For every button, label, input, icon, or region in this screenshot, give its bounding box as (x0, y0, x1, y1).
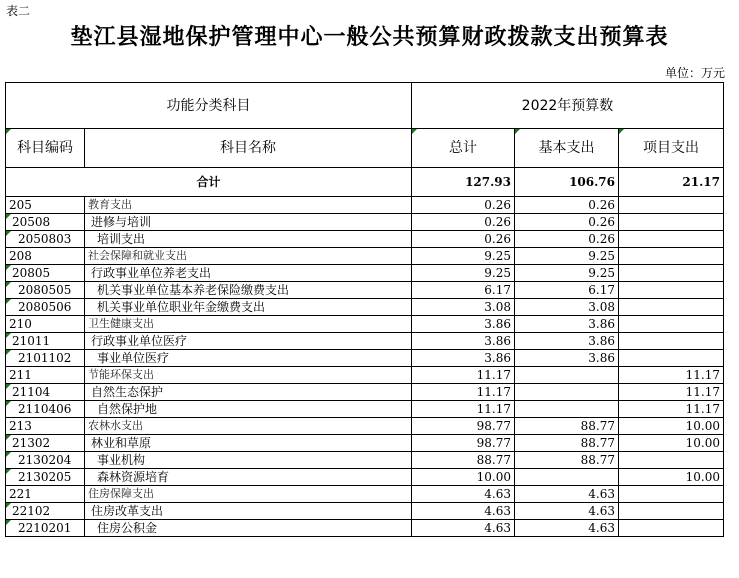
row-basic[interactable] (515, 367, 619, 384)
row-code[interactable]: 2101102 (6, 350, 85, 367)
row-basic[interactable] (515, 384, 619, 401)
row-total[interactable]: 88.77 (412, 452, 515, 469)
row-basic[interactable] (515, 469, 619, 486)
row-project[interactable] (619, 197, 724, 214)
row-code[interactable]: 205 (6, 197, 85, 214)
row-code[interactable]: 2080505 (6, 282, 85, 299)
row-project[interactable] (619, 520, 724, 537)
basic-header[interactable]: 基本支出 (515, 129, 619, 168)
row-code[interactable]: 210 (6, 316, 85, 333)
table-row (6, 435, 724, 452)
row-project[interactable] (619, 350, 724, 367)
table-row (6, 469, 724, 486)
row-project[interactable] (619, 282, 724, 299)
row-basic[interactable]: 4.63 (515, 503, 619, 520)
row-total[interactable]: 98.77 (412, 435, 515, 452)
row-name[interactable]: 事业机构 (85, 452, 412, 469)
row-code[interactable]: 21302 (6, 435, 85, 452)
row-total[interactable]: 0.26 (412, 214, 515, 231)
row-name[interactable]: 林业和草原 (85, 435, 412, 452)
row-project[interactable] (619, 214, 724, 231)
row-project[interactable] (619, 248, 724, 265)
row-basic[interactable]: 6.17 (515, 282, 619, 299)
table-note: 表二 (6, 4, 31, 18)
row-basic[interactable]: 88.77 (515, 418, 619, 435)
row-basic[interactable]: 9.25 (515, 248, 619, 265)
row-code[interactable]: 2050803 (6, 231, 85, 248)
table-row (6, 265, 724, 282)
table-row (6, 350, 724, 367)
table-body (6, 197, 724, 537)
page-title: 垫江县湿地保护管理中心一般公共预算财政拨款支出预算表 (70, 24, 669, 50)
row-name[interactable]: 住房保障支出 (85, 486, 412, 503)
row-name[interactable]: 行政事业单位医疗 (85, 333, 412, 350)
budget-table (5, 82, 724, 537)
table-row (6, 418, 724, 435)
row-name[interactable]: 节能环保支出 (85, 367, 412, 384)
row-name[interactable]: 机关事业单位职业年金缴费支出 (85, 299, 412, 316)
row-total[interactable]: 9.25 (412, 248, 515, 265)
row-total[interactable]: 98.77 (412, 418, 515, 435)
row-total[interactable]: 0.26 (412, 231, 515, 248)
row-basic[interactable]: 0.26 (515, 231, 619, 248)
row-basic[interactable]: 3.08 (515, 299, 619, 316)
row-name[interactable]: 自然保护地 (85, 401, 412, 418)
row-name[interactable]: 卫生健康支出 (85, 316, 412, 333)
header-row-2 (6, 129, 724, 168)
row-code[interactable]: 213 (6, 418, 85, 435)
name-header[interactable]: 科目名称 (85, 129, 412, 168)
row-project[interactable]: 11.17 (619, 367, 724, 384)
row-code[interactable]: 2130204 (6, 452, 85, 469)
budget-year-header[interactable]: 2022年预算数 (412, 83, 724, 129)
total-label[interactable]: 合计 (6, 168, 412, 197)
row-basic[interactable]: 3.86 (515, 350, 619, 367)
table-row (6, 316, 724, 333)
project-header[interactable]: 项目支出 (619, 129, 724, 168)
row-total[interactable]: 11.17 (412, 367, 515, 384)
row-total[interactable]: 3.86 (412, 333, 515, 350)
row-project[interactable]: 10.00 (619, 418, 724, 435)
total-row (6, 168, 724, 197)
row-name[interactable]: 进修与培训 (85, 214, 412, 231)
row-basic[interactable]: 88.77 (515, 435, 619, 452)
table-row (6, 503, 724, 520)
row-project[interactable]: 11.17 (619, 384, 724, 401)
row-basic[interactable]: 9.25 (515, 265, 619, 282)
header-row-1 (6, 83, 724, 129)
row-total[interactable]: 11.17 (412, 401, 515, 418)
row-basic[interactable]: 4.63 (515, 520, 619, 537)
row-project[interactable] (619, 231, 724, 248)
row-name[interactable]: 森林资源培育 (85, 469, 412, 486)
row-total[interactable]: 6.17 (412, 282, 515, 299)
total-basic[interactable]: 106.76 (515, 168, 619, 197)
table-row (6, 197, 724, 214)
row-name[interactable]: 住房改革支出 (85, 503, 412, 520)
table-row (6, 231, 724, 248)
table-row (6, 452, 724, 469)
row-total[interactable]: 3.86 (412, 316, 515, 333)
row-code[interactable]: 2110406 (6, 401, 85, 418)
row-name[interactable]: 住房公积金 (85, 520, 412, 537)
total-header[interactable]: 总计 (412, 129, 515, 168)
row-total[interactable]: 4.63 (412, 503, 515, 520)
row-project[interactable] (619, 265, 724, 282)
table-row (6, 367, 724, 384)
row-basic[interactable]: 4.63 (515, 486, 619, 503)
row-total[interactable]: 3.86 (412, 350, 515, 367)
unit-label: 单位：万元 (664, 66, 725, 80)
row-name[interactable]: 培训支出 (85, 231, 412, 248)
row-code[interactable]: 2080506 (6, 299, 85, 316)
row-name[interactable]: 行政事业单位养老支出 (85, 265, 412, 282)
row-project[interactable] (619, 452, 724, 469)
total-sum[interactable]: 127.93 (412, 168, 515, 197)
row-code[interactable]: 2210201 (6, 520, 85, 537)
total-project[interactable]: 21.17 (619, 168, 724, 197)
row-project[interactable]: 11.17 (619, 401, 724, 418)
row-total[interactable]: 0.26 (412, 197, 515, 214)
row-name[interactable]: 社会保障和就业支出 (85, 248, 412, 265)
table-row (6, 333, 724, 350)
row-project[interactable]: 10.00 (619, 435, 724, 452)
row-code[interactable]: 208 (6, 248, 85, 265)
table-row (6, 486, 724, 503)
table-row (6, 299, 724, 316)
code-header[interactable]: 科目编码 (6, 129, 85, 168)
row-basic[interactable]: 0.26 (515, 214, 619, 231)
row-name[interactable]: 自然生态保护 (85, 384, 412, 401)
row-basic[interactable]: 3.86 (515, 333, 619, 350)
row-code[interactable]: 20805 (6, 265, 85, 282)
row-project[interactable] (619, 333, 724, 350)
row-project[interactable] (619, 299, 724, 316)
row-code[interactable]: 22102 (6, 503, 85, 520)
row-code[interactable]: 211 (6, 367, 85, 384)
row-total[interactable]: 4.63 (412, 486, 515, 503)
row-basic[interactable]: 0.26 (515, 197, 619, 214)
row-basic[interactable]: 3.86 (515, 316, 619, 333)
row-total[interactable]: 9.25 (412, 265, 515, 282)
table-row (6, 520, 724, 537)
table-row (6, 248, 724, 265)
row-name[interactable]: 事业单位医疗 (85, 350, 412, 367)
row-total[interactable]: 10.00 (412, 469, 515, 486)
row-code[interactable]: 20508 (6, 214, 85, 231)
table-row (6, 282, 724, 299)
row-total[interactable]: 11.17 (412, 384, 515, 401)
table-row (6, 214, 724, 231)
table-row (6, 384, 724, 401)
row-project[interactable] (619, 486, 724, 503)
row-name[interactable]: 机关事业单位基本养老保险缴费支出 (85, 282, 412, 299)
row-name[interactable]: 农林水支出 (85, 418, 412, 435)
row-basic[interactable] (515, 401, 619, 418)
row-code[interactable]: 21104 (6, 384, 85, 401)
func-category-header[interactable]: 功能分类科目 (6, 83, 412, 129)
row-project[interactable] (619, 316, 724, 333)
row-project[interactable]: 10.00 (619, 469, 724, 486)
row-code[interactable]: 2130205 (6, 469, 85, 486)
row-code[interactable]: 221 (6, 486, 85, 503)
row-name[interactable]: 教育支出 (85, 197, 412, 214)
row-basic[interactable]: 88.77 (515, 452, 619, 469)
row-project[interactable] (619, 503, 724, 520)
row-code[interactable]: 21011 (6, 333, 85, 350)
row-total[interactable]: 3.08 (412, 299, 515, 316)
row-total[interactable]: 4.63 (412, 520, 515, 537)
table-row (6, 401, 724, 418)
